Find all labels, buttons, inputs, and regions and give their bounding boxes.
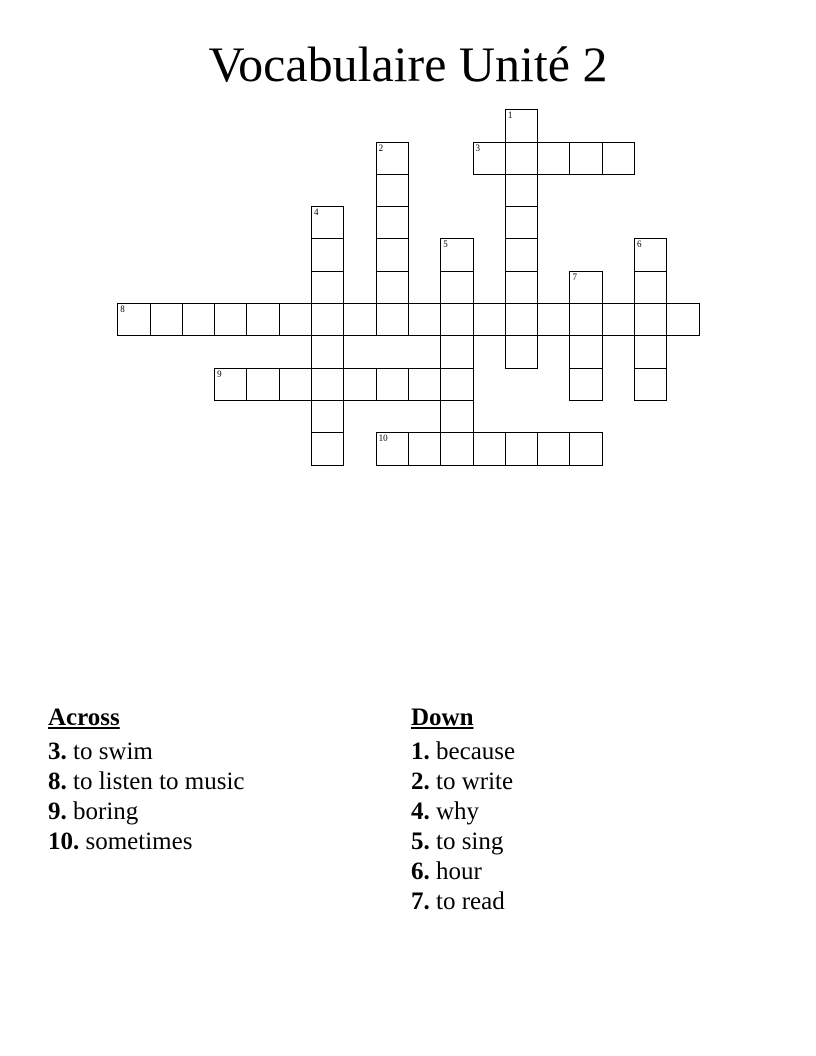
page-title: Vocabulaire Unité 2 [208,36,608,92]
crossword-cell[interactable] [440,303,473,336]
crossword-cell[interactable] [505,303,538,336]
crossword-cell[interactable] [569,271,602,304]
crossword-cell[interactable] [440,238,473,271]
clue-number: 9. [48,798,67,825]
clue-number: 8. [48,768,67,795]
clue-down-5 [411,827,515,857]
clue-text: sometimes [85,828,193,855]
down-heading: Down [411,704,474,731]
clue-text: to sing [436,828,504,855]
crossword-cell[interactable] [376,303,409,336]
clue-text: why [436,798,480,825]
crossword-cell[interactable] [505,206,538,239]
cell-number: 10 [378,433,388,444]
crossword-cell[interactable] [279,303,312,336]
clue-text: boring [73,798,139,825]
clue-text: to write [436,768,514,795]
crossword-cell[interactable] [569,368,602,401]
crossword-cell[interactable] [634,335,667,368]
crossword-cell[interactable] [311,400,344,433]
clue-down-7 [411,887,515,917]
crossword-cell[interactable] [440,335,473,368]
crossword-cell[interactable] [311,206,344,239]
crossword-cell[interactable] [376,368,409,401]
crossword-cell[interactable] [376,271,409,304]
clue-down-2 [411,767,515,797]
crossword-cell[interactable] [311,271,344,304]
cell-number: 2 [378,142,384,153]
crossword-cell[interactable] [311,432,344,465]
clue-across-8 [48,767,245,797]
crossword-cell[interactable] [214,368,247,401]
crossword-cell[interactable] [117,303,150,336]
crossword-cell[interactable] [311,335,344,368]
crossword-cell[interactable] [214,303,247,336]
crossword-cell[interactable] [376,142,409,175]
cell-number: 8 [120,304,125,315]
clue-number: 4. [411,798,430,825]
clue-across-10 [48,827,245,857]
crossword-cell[interactable] [473,303,506,336]
crossword-cell[interactable] [505,335,538,368]
crossword-cell[interactable] [343,368,376,401]
crossword-cell[interactable] [473,142,506,175]
clue-text: to read [436,888,505,915]
crossword-cell[interactable] [343,303,376,336]
crossword-cell[interactable] [569,303,602,336]
clue-number: 2. [411,768,430,795]
crossword-cell[interactable] [408,432,441,465]
crossword-cell[interactable] [440,368,473,401]
clue-across-9 [48,797,245,827]
clue-down-1 [411,737,515,767]
crossword-cell[interactable] [376,432,409,465]
cell-number: 6 [637,239,642,250]
crossword-cell[interactable] [537,142,570,175]
crossword-cell[interactable] [376,206,409,239]
crossword-cell[interactable] [666,303,699,336]
cell-number: 5 [443,239,448,250]
crossword-cell[interactable] [634,303,667,336]
crossword-cell[interactable] [505,238,538,271]
crossword-cell[interactable] [150,303,183,336]
clue-text: to swim [73,738,153,765]
cell-number: 3 [475,142,481,153]
crossword-cell[interactable] [505,109,538,142]
crossword-cell[interactable] [376,238,409,271]
crossword-cell[interactable] [279,368,312,401]
cell-number: 4 [314,207,319,218]
crossword-cell[interactable] [311,368,344,401]
cell-number: 1 [507,110,513,121]
across-clues [48,703,245,857]
clue-number: 10. [48,828,80,855]
clue-down-6 [411,857,515,887]
crossword-cell[interactable] [505,142,538,175]
crossword-cell[interactable] [376,174,409,207]
crossword-cell[interactable] [246,303,279,336]
crossword-cell[interactable] [311,238,344,271]
clue-number: 1. [411,738,430,765]
crossword-cell[interactable] [537,303,570,336]
crossword-cell[interactable] [182,303,215,336]
crossword-cell[interactable] [634,238,667,271]
crossword-cell[interactable] [569,142,602,175]
down-clues [411,703,515,917]
crossword-cell[interactable] [634,368,667,401]
crossword-cell[interactable] [505,271,538,304]
crossword-cell[interactable] [569,432,602,465]
clue-text: because [436,738,516,765]
crossword-cell[interactable] [505,174,538,207]
crossword-cell[interactable] [602,303,635,336]
crossword-cell[interactable] [634,271,667,304]
crossword-cell[interactable] [246,368,279,401]
clue-number: 3. [48,738,67,765]
clue-across-3 [48,737,245,767]
crossword-cell[interactable] [440,271,473,304]
clue-number: 7. [411,888,430,915]
cell-number: 7 [572,271,577,282]
crossword-cell[interactable] [569,335,602,368]
crossword-cell[interactable] [311,303,344,336]
crossword-cell[interactable] [505,432,538,465]
crossword-cell[interactable] [602,142,635,175]
crossword-cell[interactable] [408,368,441,401]
crossword-cell[interactable] [440,432,473,465]
clue-text: to listen to music [73,768,245,795]
crossword-cell[interactable] [408,303,441,336]
crossword-cell[interactable] [473,432,506,465]
clue-text: hour [436,858,482,885]
across-heading: Across [48,704,120,731]
clue-number: 6. [411,858,430,885]
crossword-cell[interactable] [537,432,570,465]
clue-number: 5. [411,828,430,855]
cell-number: 9 [217,368,222,379]
clue-down-4 [411,797,515,827]
crossword-cell[interactable] [440,400,473,433]
